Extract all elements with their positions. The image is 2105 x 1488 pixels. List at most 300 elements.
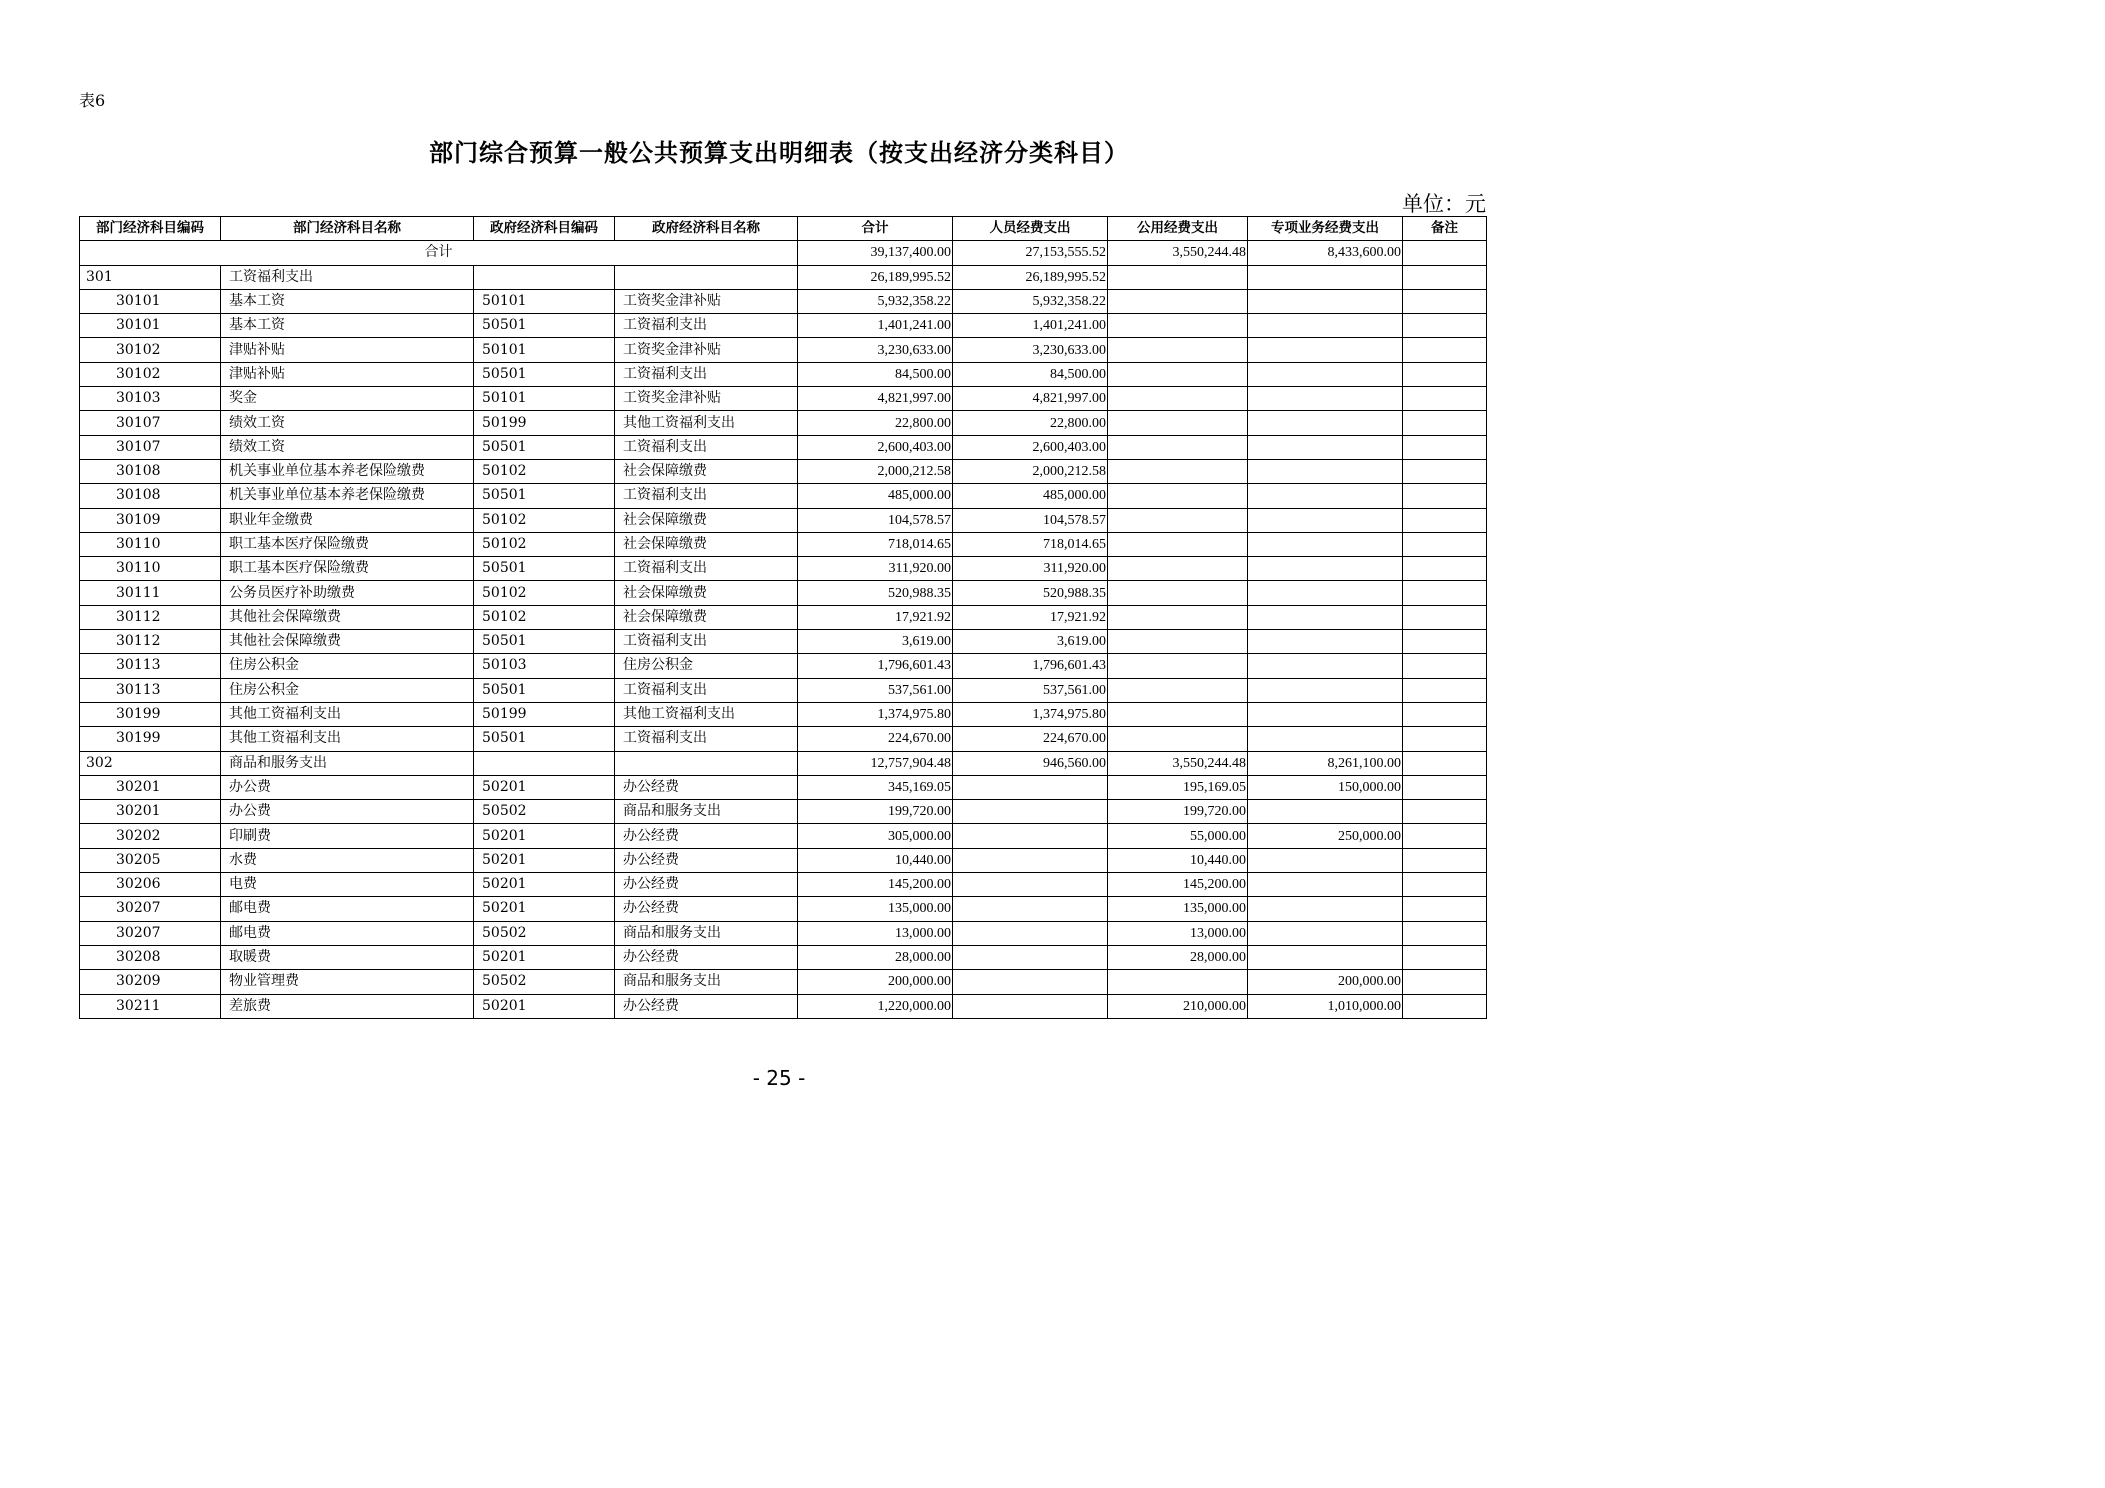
cell-remark	[1403, 508, 1487, 532]
cell-public	[1108, 484, 1248, 508]
col-header-dept-code: 部门经济科目编码	[80, 217, 221, 241]
table-row	[80, 873, 1487, 897]
cell-gov-code: 50102	[474, 532, 615, 556]
cell-special: 250,000.00	[1248, 824, 1403, 848]
cell-public	[1108, 702, 1248, 726]
cell-gov-code: 50501	[474, 678, 615, 702]
cell-dept-name: 电费	[221, 873, 474, 897]
table-row	[80, 289, 1487, 313]
cell-total: 305,000.00	[798, 824, 953, 848]
cell-dept-name: 职业年金缴费	[221, 508, 474, 532]
cell-special	[1248, 727, 1403, 751]
cell-dept-code: 30209	[80, 970, 221, 994]
cell-gov-name: 工资福利支出	[615, 630, 798, 654]
cell-gov-code: 50501	[474, 362, 615, 386]
cell-gov-code: 50501	[474, 314, 615, 338]
cell-dept-code: 301	[80, 265, 221, 289]
cell-special	[1248, 678, 1403, 702]
cell-dept-code: 30201	[80, 800, 221, 824]
cell-gov-name: 商品和服务支出	[615, 921, 798, 945]
cell-dept-name: 商品和服务支出	[221, 751, 474, 775]
cell-gov-name: 住房公积金	[615, 654, 798, 678]
cell-gov-code: 50201	[474, 897, 615, 921]
cell-remark	[1403, 630, 1487, 654]
cell-remark	[1403, 921, 1487, 945]
cell-remark	[1403, 338, 1487, 362]
cell-public	[1108, 557, 1248, 581]
cell-total: 2,600,403.00	[798, 435, 953, 459]
cell-gov-name: 社会保障缴费	[615, 532, 798, 556]
cell-personnel: 2,000,212.58	[953, 459, 1108, 483]
cell-remark	[1403, 678, 1487, 702]
cell-personnel	[953, 994, 1108, 1018]
table-row	[80, 314, 1487, 338]
cell-dept-name: 机关事业单位基本养老保险缴费	[221, 459, 474, 483]
table-row	[80, 265, 1487, 289]
cell-dept-name: 职工基本医疗保险缴费	[221, 532, 474, 556]
cell-remark	[1403, 727, 1487, 751]
cell-remark	[1403, 459, 1487, 483]
cell-dept-name: 取暖费	[221, 945, 474, 969]
cell-personnel	[953, 848, 1108, 872]
cell-dept-name: 住房公积金	[221, 678, 474, 702]
total-cell-remark	[1403, 241, 1487, 265]
cell-dept-name: 住房公积金	[221, 654, 474, 678]
cell-dept-name: 工资福利支出	[221, 265, 474, 289]
cell-gov-code: 50201	[474, 775, 615, 799]
cell-special	[1248, 265, 1403, 289]
table-row	[80, 435, 1487, 459]
cell-total: 718,014.65	[798, 532, 953, 556]
cell-remark	[1403, 265, 1487, 289]
cell-dept-code: 30211	[80, 994, 221, 1018]
cell-public	[1108, 581, 1248, 605]
cell-public	[1108, 362, 1248, 386]
cell-dept-code: 30107	[80, 435, 221, 459]
total-cell-public: 3,550,244.48	[1108, 241, 1248, 265]
table-row	[80, 824, 1487, 848]
cell-gov-name: 商品和服务支出	[615, 970, 798, 994]
cell-total: 22,800.00	[798, 411, 953, 435]
cell-public	[1108, 435, 1248, 459]
cell-dept-code: 30199	[80, 702, 221, 726]
total-cell-total: 39,137,400.00	[798, 241, 953, 265]
cell-personnel: 537,561.00	[953, 678, 1108, 702]
cell-public	[1108, 289, 1248, 313]
cell-public	[1108, 532, 1248, 556]
cell-total: 520,988.35	[798, 581, 953, 605]
cell-dept-code: 30109	[80, 508, 221, 532]
cell-personnel: 22,800.00	[953, 411, 1108, 435]
cell-gov-code: 50102	[474, 459, 615, 483]
cell-dept-name: 津贴补贴	[221, 338, 474, 362]
cell-special	[1248, 581, 1403, 605]
cell-remark	[1403, 848, 1487, 872]
cell-public	[1108, 508, 1248, 532]
cell-gov-code: 50102	[474, 581, 615, 605]
cell-personnel	[953, 970, 1108, 994]
cell-remark	[1403, 970, 1487, 994]
cell-dept-name: 基本工资	[221, 289, 474, 313]
cell-gov-name: 办公经费	[615, 824, 798, 848]
cell-gov-name: 其他工资福利支出	[615, 411, 798, 435]
cell-personnel	[953, 824, 1108, 848]
table-row	[80, 678, 1487, 702]
cell-dept-name: 其他社会保障缴费	[221, 605, 474, 629]
cell-gov-name: 工资福利支出	[615, 314, 798, 338]
cell-total: 13,000.00	[798, 921, 953, 945]
cell-gov-name: 社会保障缴费	[615, 459, 798, 483]
cell-dept-name: 其他社会保障缴费	[221, 630, 474, 654]
cell-dept-name: 机关事业单位基本养老保险缴费	[221, 484, 474, 508]
cell-personnel: 1,796,601.43	[953, 654, 1108, 678]
cell-special	[1248, 605, 1403, 629]
cell-public: 195,169.05	[1108, 775, 1248, 799]
cell-dept-name: 邮电费	[221, 897, 474, 921]
table-row	[80, 484, 1487, 508]
cell-personnel	[953, 873, 1108, 897]
cell-public	[1108, 605, 1248, 629]
cell-dept-code: 302	[80, 751, 221, 775]
cell-total: 1,220,000.00	[798, 994, 953, 1018]
cell-personnel: 520,988.35	[953, 581, 1108, 605]
cell-public	[1108, 338, 1248, 362]
table-row	[80, 630, 1487, 654]
cell-remark	[1403, 605, 1487, 629]
cell-remark	[1403, 387, 1487, 411]
cell-total: 3,619.00	[798, 630, 953, 654]
cell-special	[1248, 289, 1403, 313]
cell-dept-name: 津贴补贴	[221, 362, 474, 386]
cell-public: 145,200.00	[1108, 873, 1248, 897]
col-header-special: 专项业务经费支出	[1248, 217, 1403, 241]
cell-total: 17,921.92	[798, 605, 953, 629]
cell-dept-code: 30102	[80, 338, 221, 362]
cell-dept-code: 30208	[80, 945, 221, 969]
cell-dept-name: 印刷费	[221, 824, 474, 848]
cell-dept-name: 邮电费	[221, 921, 474, 945]
table-row	[80, 654, 1487, 678]
cell-dept-name: 办公费	[221, 800, 474, 824]
cell-public	[1108, 314, 1248, 338]
cell-dept-name: 水费	[221, 848, 474, 872]
cell-remark	[1403, 289, 1487, 313]
cell-personnel: 4,821,997.00	[953, 387, 1108, 411]
cell-remark	[1403, 654, 1487, 678]
cell-total: 199,720.00	[798, 800, 953, 824]
cell-dept-code: 30207	[80, 921, 221, 945]
cell-special	[1248, 702, 1403, 726]
cell-personnel: 17,921.92	[953, 605, 1108, 629]
cell-gov-code: 50199	[474, 411, 615, 435]
cell-gov-name: 办公经费	[615, 897, 798, 921]
cell-total: 200,000.00	[798, 970, 953, 994]
cell-gov-name: 工资福利支出	[615, 678, 798, 702]
total-cell-personnel: 27,153,555.52	[953, 241, 1108, 265]
cell-total: 3,230,633.00	[798, 338, 953, 362]
cell-gov-code: 50501	[474, 630, 615, 654]
cell-gov-name: 工资奖金津补贴	[615, 338, 798, 362]
cell-dept-name: 其他工资福利支出	[221, 727, 474, 751]
cell-gov-code: 50201	[474, 873, 615, 897]
cell-dept-code: 30199	[80, 727, 221, 751]
cell-personnel: 946,560.00	[953, 751, 1108, 775]
cell-dept-name: 其他工资福利支出	[221, 702, 474, 726]
total-label: 合计	[80, 241, 798, 265]
cell-special: 8,261,100.00	[1248, 751, 1403, 775]
cell-dept-code: 30103	[80, 387, 221, 411]
cell-gov-name: 社会保障缴费	[615, 605, 798, 629]
cell-personnel	[953, 945, 1108, 969]
cell-public: 3,550,244.48	[1108, 751, 1248, 775]
cell-gov-name: 工资福利支出	[615, 727, 798, 751]
cell-remark	[1403, 751, 1487, 775]
cell-personnel: 5,932,358.22	[953, 289, 1108, 313]
cell-gov-code: 50502	[474, 800, 615, 824]
cell-gov-code: 50201	[474, 848, 615, 872]
col-header-gov-code: 政府经济科目编码	[474, 217, 615, 241]
cell-gov-name: 工资奖金津补贴	[615, 387, 798, 411]
cell-remark	[1403, 824, 1487, 848]
cell-dept-code: 30108	[80, 459, 221, 483]
cell-public	[1108, 411, 1248, 435]
cell-public	[1108, 654, 1248, 678]
cell-public: 13,000.00	[1108, 921, 1248, 945]
cell-gov-name	[615, 751, 798, 775]
table-row	[80, 800, 1487, 824]
cell-total: 135,000.00	[798, 897, 953, 921]
cell-gov-name: 其他工资福利支出	[615, 702, 798, 726]
table-row	[80, 702, 1487, 726]
cell-total: 104,578.57	[798, 508, 953, 532]
cell-special	[1248, 630, 1403, 654]
table-row	[80, 970, 1487, 994]
table-row	[80, 508, 1487, 532]
table-row	[80, 459, 1487, 483]
cell-special	[1248, 387, 1403, 411]
cell-public	[1108, 970, 1248, 994]
table-row	[80, 581, 1487, 605]
cell-remark	[1403, 702, 1487, 726]
cell-gov-code: 50102	[474, 508, 615, 532]
cell-total: 537,561.00	[798, 678, 953, 702]
col-header-personnel: 人员经费支出	[953, 217, 1108, 241]
cell-public: 10,440.00	[1108, 848, 1248, 872]
cell-dept-name: 绩效工资	[221, 411, 474, 435]
cell-total: 2,000,212.58	[798, 459, 953, 483]
cell-public	[1108, 387, 1248, 411]
cell-dept-name: 职工基本医疗保险缴费	[221, 557, 474, 581]
cell-dept-code: 30107	[80, 411, 221, 435]
cell-total: 1,796,601.43	[798, 654, 953, 678]
cell-public	[1108, 265, 1248, 289]
cell-gov-code: 50101	[474, 387, 615, 411]
cell-special	[1248, 411, 1403, 435]
expenditure-table	[79, 216, 1487, 1019]
cell-gov-code: 50501	[474, 557, 615, 581]
table-row	[80, 338, 1487, 362]
cell-personnel: 1,374,975.80	[953, 702, 1108, 726]
cell-remark	[1403, 994, 1487, 1018]
table-row	[80, 605, 1487, 629]
cell-gov-name: 工资福利支出	[615, 484, 798, 508]
cell-special	[1248, 484, 1403, 508]
table-row	[80, 921, 1487, 945]
cell-public: 210,000.00	[1108, 994, 1248, 1018]
cell-special: 200,000.00	[1248, 970, 1403, 994]
cell-total: 12,757,904.48	[798, 751, 953, 775]
cell-dept-code: 30202	[80, 824, 221, 848]
cell-gov-name: 商品和服务支出	[615, 800, 798, 824]
cell-remark	[1403, 557, 1487, 581]
cell-total: 84,500.00	[798, 362, 953, 386]
cell-dept-name: 奖金	[221, 387, 474, 411]
cell-public	[1108, 459, 1248, 483]
cell-special: 1,010,000.00	[1248, 994, 1403, 1018]
cell-personnel: 26,189,995.52	[953, 265, 1108, 289]
cell-dept-name: 绩效工资	[221, 435, 474, 459]
cell-special	[1248, 897, 1403, 921]
cell-special	[1248, 338, 1403, 362]
cell-gov-name: 办公经费	[615, 873, 798, 897]
cell-dept-name: 公务员医疗补助缴费	[221, 581, 474, 605]
table-label: 表6	[79, 91, 106, 110]
total-cell-special: 8,433,600.00	[1248, 241, 1403, 265]
table-header-row	[80, 217, 1487, 241]
cell-personnel	[953, 800, 1108, 824]
cell-personnel	[953, 921, 1108, 945]
cell-total: 145,200.00	[798, 873, 953, 897]
cell-gov-code: 50502	[474, 921, 615, 945]
cell-remark	[1403, 362, 1487, 386]
cell-dept-code: 30111	[80, 581, 221, 605]
cell-gov-name: 办公经费	[615, 994, 798, 1018]
cell-remark	[1403, 873, 1487, 897]
page-number: - 25 -	[752, 1066, 806, 1090]
cell-special	[1248, 654, 1403, 678]
cell-gov-code: 50103	[474, 654, 615, 678]
cell-total: 345,169.05	[798, 775, 953, 799]
cell-dept-name: 差旅费	[221, 994, 474, 1018]
cell-dept-code: 30113	[80, 678, 221, 702]
cell-gov-code: 50201	[474, 994, 615, 1018]
cell-public: 55,000.00	[1108, 824, 1248, 848]
cell-special	[1248, 314, 1403, 338]
cell-personnel	[953, 897, 1108, 921]
cell-gov-name: 工资福利支出	[615, 557, 798, 581]
cell-special: 150,000.00	[1248, 775, 1403, 799]
cell-total: 4,821,997.00	[798, 387, 953, 411]
cell-dept-name: 办公费	[221, 775, 474, 799]
cell-gov-name: 社会保障缴费	[615, 581, 798, 605]
cell-special	[1248, 945, 1403, 969]
cell-gov-code	[474, 265, 615, 289]
col-header-gov-name: 政府经济科目名称	[615, 217, 798, 241]
cell-gov-name: 办公经费	[615, 945, 798, 969]
table-row	[80, 775, 1487, 799]
cell-special	[1248, 800, 1403, 824]
table-row	[80, 751, 1487, 775]
cell-public	[1108, 630, 1248, 654]
cell-dept-code: 30206	[80, 873, 221, 897]
col-header-remark: 备注	[1403, 217, 1487, 241]
cell-dept-code: 30110	[80, 532, 221, 556]
cell-personnel: 104,578.57	[953, 508, 1108, 532]
cell-remark	[1403, 775, 1487, 799]
cell-total: 1,401,241.00	[798, 314, 953, 338]
cell-public: 199,720.00	[1108, 800, 1248, 824]
cell-dept-code: 30205	[80, 848, 221, 872]
cell-dept-code: 30201	[80, 775, 221, 799]
cell-personnel: 718,014.65	[953, 532, 1108, 556]
cell-personnel: 224,670.00	[953, 727, 1108, 751]
table-row	[80, 532, 1487, 556]
cell-dept-name: 基本工资	[221, 314, 474, 338]
cell-gov-code: 50501	[474, 484, 615, 508]
cell-total: 28,000.00	[798, 945, 953, 969]
cell-dept-code: 30101	[80, 314, 221, 338]
cell-remark	[1403, 411, 1487, 435]
cell-gov-code: 50199	[474, 702, 615, 726]
cell-gov-name: 办公经费	[615, 848, 798, 872]
cell-special	[1248, 435, 1403, 459]
cell-personnel	[953, 775, 1108, 799]
cell-gov-code: 50101	[474, 289, 615, 313]
cell-remark	[1403, 532, 1487, 556]
cell-special	[1248, 557, 1403, 581]
col-header-dept-name: 部门经济科目名称	[221, 217, 474, 241]
cell-total: 224,670.00	[798, 727, 953, 751]
cell-gov-code	[474, 751, 615, 775]
cell-personnel: 84,500.00	[953, 362, 1108, 386]
cell-special	[1248, 459, 1403, 483]
cell-special	[1248, 848, 1403, 872]
cell-remark	[1403, 897, 1487, 921]
cell-gov-name: 办公经费	[615, 775, 798, 799]
cell-total: 311,920.00	[798, 557, 953, 581]
cell-gov-code: 50501	[474, 727, 615, 751]
table-row	[80, 897, 1487, 921]
cell-personnel: 1,401,241.00	[953, 314, 1108, 338]
cell-gov-code: 50101	[474, 338, 615, 362]
cell-gov-name: 工资奖金津补贴	[615, 289, 798, 313]
table-row	[80, 411, 1487, 435]
cell-public: 135,000.00	[1108, 897, 1248, 921]
cell-remark	[1403, 484, 1487, 508]
cell-gov-code: 50102	[474, 605, 615, 629]
cell-total: 26,189,995.52	[798, 265, 953, 289]
cell-special	[1248, 532, 1403, 556]
cell-personnel: 2,600,403.00	[953, 435, 1108, 459]
cell-dept-code: 30112	[80, 630, 221, 654]
cell-personnel: 3,230,633.00	[953, 338, 1108, 362]
cell-gov-code: 50501	[474, 435, 615, 459]
cell-dept-code: 30207	[80, 897, 221, 921]
cell-public	[1108, 727, 1248, 751]
cell-gov-name: 工资福利支出	[615, 362, 798, 386]
cell-remark	[1403, 581, 1487, 605]
total-row	[80, 241, 1487, 265]
cell-gov-name: 社会保障缴费	[615, 508, 798, 532]
table-row	[80, 848, 1487, 872]
cell-dept-code: 30110	[80, 557, 221, 581]
cell-total: 5,932,358.22	[798, 289, 953, 313]
cell-dept-code: 30113	[80, 654, 221, 678]
cell-public	[1108, 678, 1248, 702]
cell-gov-code: 50502	[474, 970, 615, 994]
cell-remark	[1403, 435, 1487, 459]
cell-gov-code: 50201	[474, 824, 615, 848]
